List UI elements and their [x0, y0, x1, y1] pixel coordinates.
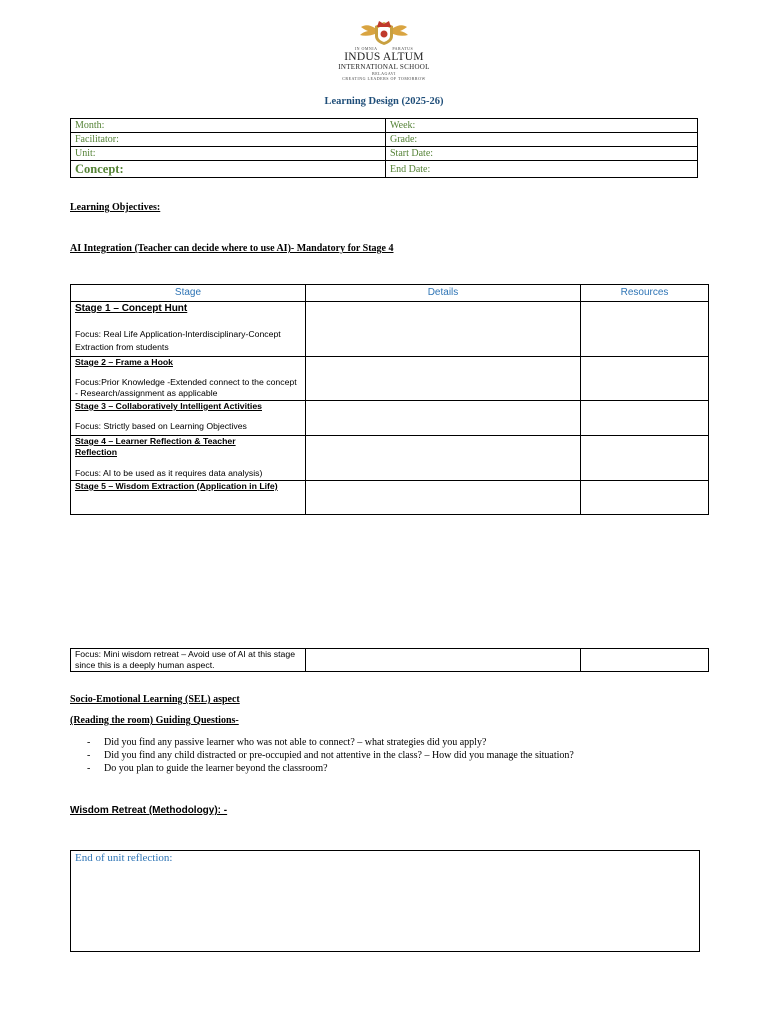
facilitator-field[interactable]: Facilitator:: [71, 133, 386, 147]
table-row: [71, 401, 709, 436]
stage-focus: Focus: Real Life Application-Interdisciplinary-Concept Extraction from students: [75, 329, 281, 352]
sel-heading: Socio-Emotional Learning (SEL) aspect: [70, 694, 240, 705]
stage-cell: [71, 436, 306, 481]
stage-focus-continued: Focus: Mini wisdom retreat – Avoid use of AI at this stage since this is a deeply human aspect.: [71, 649, 306, 672]
info-table: [70, 118, 698, 178]
end-of-unit-reflection-box[interactable]: [70, 850, 700, 952]
details-cell[interactable]: [306, 649, 581, 672]
school-logo: [334, 20, 434, 81]
stage-cell: [71, 302, 306, 357]
stage-cell: [71, 357, 306, 401]
stage-title: Stage 3 – Collaboratively Intelligent Activities: [75, 401, 262, 411]
stage-title: Stage 2 – Frame a Hook: [75, 357, 174, 367]
details-cell[interactable]: [306, 401, 581, 436]
table-row: [71, 481, 709, 515]
table-row: [71, 436, 709, 481]
details-cell[interactable]: [306, 436, 581, 481]
resources-cell[interactable]: [581, 649, 709, 672]
document-title: Learning Design (2025-26): [324, 96, 444, 107]
stages-table-continued: [70, 648, 709, 672]
school-name: INDUS ALTUM: [344, 51, 424, 63]
wisdom-retreat-heading: Wisdom Retreat (Methodology): -: [70, 805, 228, 816]
resources-cell[interactable]: [581, 357, 709, 401]
stage-cell: [71, 401, 306, 436]
table-row: [71, 649, 709, 672]
stages-table: [70, 284, 709, 515]
school-tagline: CREATING LEADERS OF TOMORROW: [342, 76, 426, 81]
stage-focus: Focus: Strictly based on Learning Objectives: [75, 421, 247, 431]
list-item: - Did you find any passive learner who was not able to connect? – what strategies did you apply?: [87, 736, 574, 749]
details-cell[interactable]: [306, 357, 581, 401]
logo-motto-left: IN OMNIA: [354, 46, 378, 51]
list-item: - Do you plan to guide the learner beyond the classroom?: [87, 762, 574, 775]
col-header-details: Details: [306, 285, 581, 302]
month-field[interactable]: Month:: [71, 119, 386, 133]
sel-subheading: (Reading the room) Guiding Questions-: [70, 715, 239, 726]
resources-cell[interactable]: [581, 302, 709, 357]
crest-icon: [354, 20, 414, 46]
week-field[interactable]: Week:: [386, 119, 698, 133]
school-subtitle: INTERNATIONAL SCHOOL: [338, 63, 430, 71]
col-header-stage: Stage: [71, 285, 306, 302]
start-date-field[interactable]: Start Date:: [386, 147, 698, 161]
list-item: - Did you find any child distracted or pre-occupied and not attentive in the class? – How did you manage the situation?: [87, 749, 574, 762]
stage-title: Stage 5 – Wisdom Extraction (Application in Life): [75, 481, 278, 491]
grade-field[interactable]: Grade:: [386, 133, 698, 147]
concept-field[interactable]: Concept:: [71, 161, 386, 178]
table-row: [71, 357, 709, 401]
end-date-field[interactable]: End Date:: [386, 161, 698, 178]
stage-focus: Focus:Prior Knowledge -Extended connect to the concept - Research/assignment as applicable: [75, 377, 297, 398]
stage-cell: [71, 481, 306, 515]
guiding-questions-list: [87, 736, 574, 775]
ai-integration-heading: AI Integration (Teacher can decide where to use AI)- Mandatory for Stage 4: [70, 243, 394, 254]
resources-cell[interactable]: [581, 481, 709, 515]
reflection-label: End of unit reflection:: [75, 852, 173, 864]
logo-motto-right: PARATUS: [392, 46, 414, 51]
details-cell[interactable]: [306, 481, 581, 515]
table-row: [71, 302, 709, 357]
stage-title: Stage 1 – Concept Hunt: [75, 303, 188, 314]
resources-cell[interactable]: [581, 436, 709, 481]
details-cell[interactable]: [306, 302, 581, 357]
school-city: BELAGAVI: [372, 71, 396, 76]
stage-title: Stage 4 – Learner Reflection & Teacher Reflection: [75, 436, 236, 457]
resources-cell[interactable]: [581, 401, 709, 436]
col-header-resources: Resources: [581, 285, 709, 302]
learning-objectives-heading: Learning Objectives:: [70, 202, 161, 213]
stage-focus: Focus: AI to be used as it requires data analysis): [75, 468, 263, 478]
unit-field[interactable]: Unit:: [71, 147, 386, 161]
